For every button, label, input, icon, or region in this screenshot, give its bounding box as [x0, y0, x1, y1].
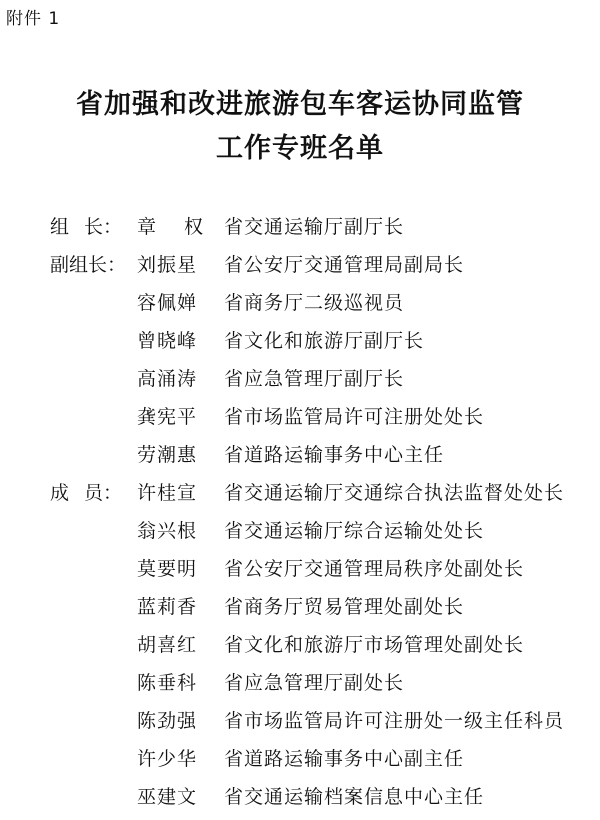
person-name-char: 权 — [183, 216, 203, 238]
role-label-deputy: 副组长： — [50, 254, 127, 276]
person-position: 省交通运输档案信息中心主任 — [224, 786, 485, 808]
person-name: 许少华 — [137, 748, 198, 770]
person-position: 省市场监管局许可注册处一级主任科员 — [224, 710, 565, 732]
person-position: 省文化和旅游厅副厅长 — [224, 330, 425, 352]
roster-row-leader — [0, 212, 600, 250]
person-position: 省应急管理厅副厅长 — [224, 368, 405, 390]
roster-row-member — [0, 478, 600, 516]
person-name: 胡喜红 — [137, 634, 198, 656]
person-position: 省交通运输厅交通综合执法监督处处长 — [224, 482, 565, 504]
roster-list — [0, 212, 600, 820]
role-label-char: 员： — [83, 482, 122, 504]
roster-row-member — [0, 782, 600, 820]
roster-row-deputy — [0, 326, 600, 364]
roster-row-member — [0, 554, 600, 592]
person-name: 翁兴根 — [137, 520, 198, 542]
person-position: 省交通运输厅综合运输处处长 — [224, 520, 485, 542]
roster-row-member — [0, 744, 600, 782]
roster-row-deputy — [0, 440, 600, 478]
roster-row-member — [0, 668, 600, 706]
person-position: 省商务厅二级巡视员 — [224, 292, 405, 314]
person-name: 容佩婵 — [137, 292, 198, 314]
roster-row-member — [0, 630, 600, 668]
person-name: 曾晓峰 — [137, 330, 198, 352]
person-name: 蓝莉香 — [137, 596, 198, 618]
person-name: 高涌涛 — [137, 368, 198, 390]
person-position: 省文化和旅游厅市场管理处副处长 — [224, 634, 525, 656]
roster-row-member — [0, 516, 600, 554]
person-name: 劳潮惠 — [137, 444, 198, 466]
person-name: 许桂宣 — [137, 482, 198, 504]
person-position: 省公安厅交通管理局秩序处副处长 — [224, 558, 525, 580]
person-position: 省交通运输厅副厅长 — [224, 216, 405, 238]
person-name: 巫建文 — [137, 786, 198, 808]
person-position: 省道路运输事务中心副主任 — [224, 748, 465, 770]
person-position: 省道路运输事务中心主任 — [224, 444, 445, 466]
role-label-member — [50, 478, 122, 505]
role-label-char: 组 — [50, 216, 70, 238]
person-position: 省商务厅贸易管理处副处长 — [224, 596, 465, 618]
person-position: 省应急管理厅副处长 — [224, 672, 405, 694]
document-title-line-2: 工作专班名单 — [216, 133, 384, 164]
roster-row-deputy — [0, 288, 600, 326]
role-label-leader — [50, 212, 122, 239]
person-name — [137, 212, 203, 239]
document-title-line-1: 省加强和改进旅游包车客运协同监管 — [76, 89, 524, 120]
roster-row-member — [0, 592, 600, 630]
roster-row-deputy — [0, 364, 600, 402]
person-position: 省公安厅交通管理局副局长 — [224, 254, 465, 276]
role-label-char: 长： — [83, 216, 122, 238]
person-name: 陈垂科 — [137, 672, 198, 694]
roster-row-deputy — [0, 250, 600, 288]
person-name-char: 章 — [137, 216, 157, 238]
person-name: 刘振星 — [137, 254, 198, 276]
role-label-char: 成 — [50, 482, 70, 504]
person-position: 省市场监管局许可注册处处长 — [224, 406, 485, 428]
person-name: 莫要明 — [137, 558, 198, 580]
attachment-label: 附件 1 — [6, 9, 61, 29]
roster-row-member — [0, 706, 600, 744]
person-name: 陈劲强 — [137, 710, 198, 732]
person-name: 龚宪平 — [137, 406, 198, 428]
roster-row-deputy — [0, 402, 600, 440]
